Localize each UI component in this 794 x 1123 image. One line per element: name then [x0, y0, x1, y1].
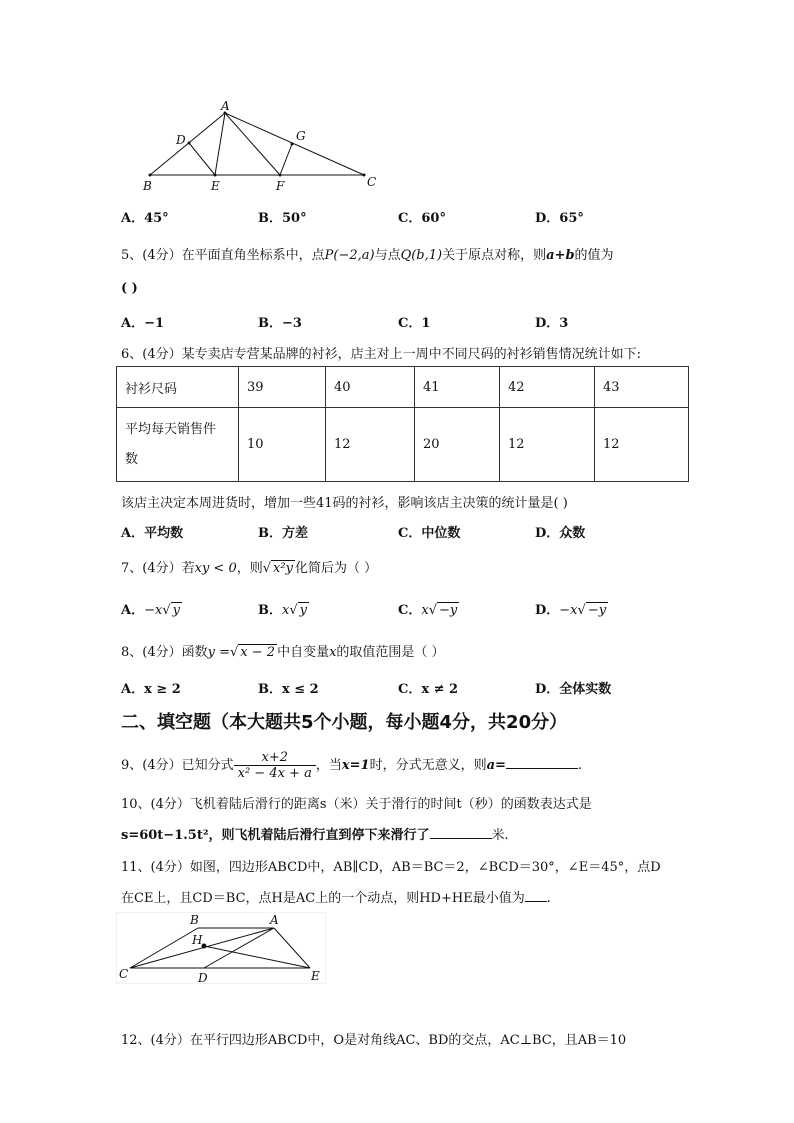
q7-prefix: 7、(4分）若: [121, 561, 195, 576]
table-row: [117, 367, 689, 408]
sqrt-icon: √: [289, 603, 298, 618]
section-2-heading: 二、填空题（本大题共5个小题，每小题4分，共20分）: [121, 712, 568, 733]
sqrt-icon: √: [577, 603, 586, 618]
q5-suffix: 关于原点对称，则: [442, 248, 547, 263]
q7-option-d[interactable]: [535, 599, 608, 618]
table-cell: 12: [595, 408, 689, 482]
table-cell: 10: [239, 408, 326, 482]
q8-prefix: 8、(4分）函数: [121, 645, 208, 660]
sqrt-icon: √: [230, 645, 239, 660]
option-coef: −x: [144, 603, 163, 618]
sqrt-icon: √: [262, 561, 272, 576]
q5-prefix: 5、(4分）在平面直角坐标系中，点: [121, 248, 325, 263]
row2-label-line2: 数: [125, 451, 139, 467]
q10-line1: 10、(4分）飞机着陆后滑行的距离s（米）关于滑行的时间t（秒）的函数表达式是: [121, 797, 592, 812]
q10-answer-blank[interactable]: [430, 838, 492, 839]
q8-mid: 中自变量: [277, 645, 330, 660]
label-A: A: [270, 913, 279, 927]
label-G: G: [296, 129, 306, 143]
q7-mid: ，则: [236, 561, 263, 576]
q6-option-a[interactable]: A．平均数: [121, 526, 184, 541]
q8-option-c[interactable]: C．x ≠ 2: [398, 682, 459, 697]
q9-end: .: [577, 758, 583, 773]
option-coef: x: [421, 603, 429, 618]
label-H: H: [192, 933, 203, 947]
option-letter: A．: [121, 603, 145, 618]
q8-option-d[interactable]: D．全体实数: [535, 682, 612, 697]
sqrt-icon: √: [162, 603, 171, 618]
q7-condition: xy < 0: [194, 561, 237, 576]
quadrilateral-figure: [116, 912, 326, 984]
shirt-sales-table: [116, 366, 689, 482]
triangle-figure: [140, 98, 390, 198]
q7-radicand: x²y: [273, 561, 293, 576]
q6-stem: 6、(4分）某专卖店专营某品牌的衬衫，店主对上一周中不同尺码的衬衫销售情况统计如下:: [121, 347, 641, 362]
q9-denominator: x² − 4x + a: [237, 766, 312, 781]
q8-option-b[interactable]: B．x ≤ 2: [258, 682, 319, 697]
label-C: C: [367, 175, 377, 189]
q5-end: 的值为: [574, 248, 614, 263]
label-E: E: [311, 969, 320, 983]
q5-paren: ( ): [121, 281, 138, 296]
option-letter: C．: [398, 603, 422, 618]
table-cell: 43: [595, 367, 689, 408]
row2-label-line1: 平均每天销售件: [125, 421, 217, 437]
q10-formula-text: s=60t−1.5t²，则飞机着陆后滑行直到停下来滑行了: [121, 828, 430, 843]
q4-option-d[interactable]: D．65°: [535, 211, 584, 226]
label-D: D: [198, 971, 208, 984]
q6-option-c[interactable]: C．中位数: [398, 526, 461, 541]
q8-radicand: x − 2: [240, 645, 276, 660]
label-A: A: [221, 99, 230, 113]
option-coef: −x: [559, 603, 578, 618]
q7-option-a[interactable]: [121, 599, 182, 618]
q11-line1: 11、(4分）如图，四边形ABCD中，AB∥CD，AB＝BC＝2，∠BCD＝30°，∠E＝45°，点D: [121, 860, 661, 875]
q8-stem: [121, 641, 445, 660]
q9-var: a=: [486, 758, 506, 773]
label-C: C: [119, 967, 129, 981]
label-E: E: [211, 179, 220, 193]
table-cell: [117, 408, 239, 482]
q11-line2-text: 在CE上，且CD＝BC，点H是AC上的一个动点，则HD+HE最小值为: [121, 891, 525, 906]
q11-line2: [121, 887, 551, 906]
table-cell: 40: [326, 367, 415, 408]
q4-option-a[interactable]: A．45°: [121, 211, 169, 226]
option-letter: B．: [258, 603, 282, 618]
label-B: B: [143, 179, 152, 193]
q9-condition: x=1: [341, 758, 370, 773]
option-radicand: y: [299, 603, 307, 618]
option-coef: x: [282, 603, 290, 618]
option-radicand: −y: [587, 603, 607, 618]
q8-option-a[interactable]: A．x ≥ 2: [121, 682, 181, 697]
q11-answer-blank[interactable]: [525, 901, 547, 902]
q5-point-q: Q(b,1): [400, 248, 443, 263]
q7-option-b[interactable]: [258, 599, 309, 618]
q9-numerator: x+2: [234, 750, 316, 766]
q7-option-c[interactable]: [398, 599, 459, 618]
q8-var: x: [329, 645, 337, 660]
q9-prefix: 9、(4分）已知分式: [121, 758, 234, 773]
table-cell: 39: [239, 367, 326, 408]
q5-stem: [121, 244, 614, 263]
q7-suffix: 化简后为（ ）: [294, 561, 378, 576]
q5-option-d[interactable]: D．3: [535, 316, 569, 331]
label-F: F: [276, 179, 285, 193]
label-D: D: [176, 133, 186, 147]
q5-expr: a+b: [546, 248, 575, 263]
table-cell: 41: [415, 367, 500, 408]
q6-option-b[interactable]: B．方差: [258, 526, 308, 541]
label-B: B: [190, 913, 199, 927]
q6-option-d[interactable]: D．众数: [535, 526, 586, 541]
q4-option-b[interactable]: B．50°: [258, 211, 307, 226]
q5-mid: 与点: [374, 248, 401, 263]
option-radicand: −y: [439, 603, 458, 618]
q11-end: .: [546, 891, 551, 906]
q9-mid: ，当: [315, 758, 342, 773]
q5-option-c[interactable]: C．1: [398, 316, 431, 331]
q5-option-a[interactable]: A．−1: [121, 316, 165, 331]
q10-unit: 米.: [491, 828, 509, 843]
q8-suffix: 的取值范围是（ ）: [336, 645, 445, 660]
option-radicand: y: [172, 603, 180, 618]
q9-fraction: [234, 750, 316, 781]
q9-mid2: 时，分式无意义，则: [369, 758, 487, 773]
q5-point-p: P(−2,a): [324, 248, 375, 263]
q8-func: y =: [207, 645, 230, 660]
q4-option-c[interactable]: C．60°: [398, 211, 446, 226]
q7-stem: [121, 557, 377, 576]
q9-stem: [121, 746, 582, 786]
table-cell: 衬衫尺码: [117, 367, 239, 408]
table-cell: 12: [500, 408, 595, 482]
table-cell: 20: [415, 408, 500, 482]
q6-followup: 该店主决定本周进货时，增加一些41码的衬衫，影响该店主决策的统计量是( ): [121, 496, 568, 511]
q12-stem: 12、(4分）在平行四边形ABCD中，O是对角线AC、BD的交点，AC⊥BC，且AB＝10: [121, 1033, 627, 1048]
sqrt-icon: √: [428, 603, 437, 618]
table-row: [117, 408, 689, 482]
option-letter: D．: [535, 603, 560, 618]
q10-line2: [121, 824, 509, 843]
table-cell: 12: [326, 408, 415, 482]
q5-option-b[interactable]: B．−3: [258, 316, 302, 331]
q9-answer-blank[interactable]: [506, 768, 578, 769]
table-cell: 42: [500, 367, 595, 408]
